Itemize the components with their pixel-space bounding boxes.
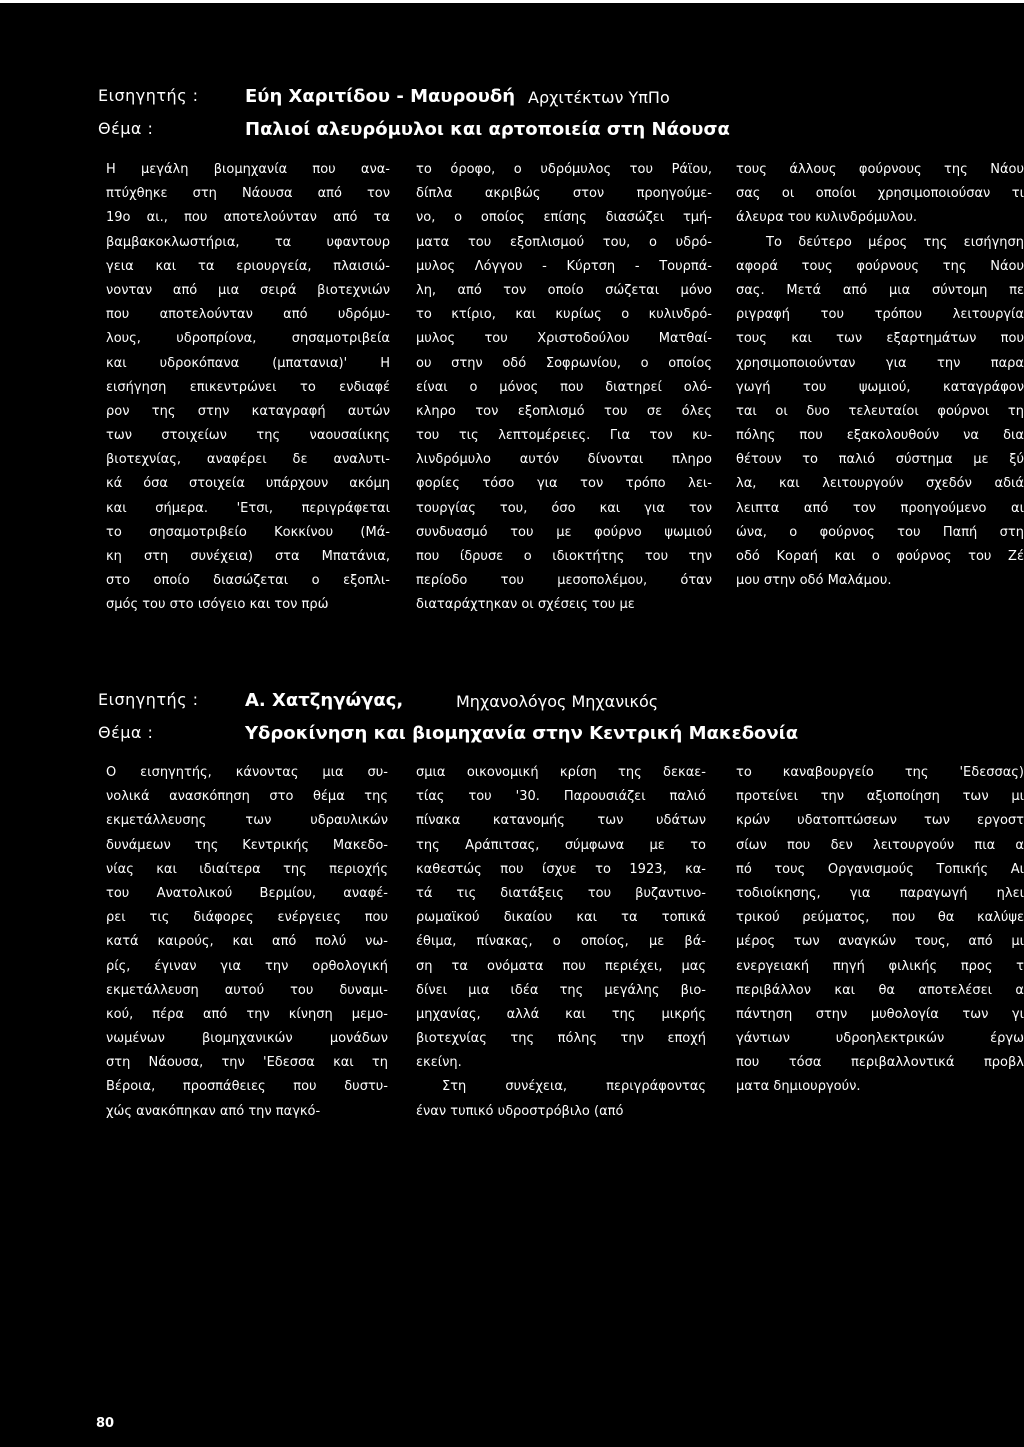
text-line: περιβάλλον και θα αποτελέσει α (736, 982, 1024, 998)
text-line: κη στη συνέχεια) στα Μπατάνια, (106, 549, 390, 564)
text-line: τοδιοίκησης, για παραγωγή ηλει (736, 885, 1024, 901)
text-line: έθιμα, πίνακας, ο οποίος, με βά- (416, 934, 706, 950)
text-line: που τόσα περιβαλλοντικά προβλ (736, 1055, 1024, 1071)
speaker-label: Εισηγητής : (98, 690, 199, 709)
text-line: ρίς, έγιναν για την ορθολογική (106, 958, 388, 974)
text-line: μου στην οδό Μαλάμου. (736, 573, 892, 589)
text-line: μυλος Λόγγου - Κύρτση - Τουρπά- (416, 258, 712, 274)
section2-column-2 (416, 761, 706, 1124)
text-line: εκείνη. (416, 1055, 462, 1071)
text-line: δυνάμεων της Κεντρικής Μακεδο- (106, 837, 388, 853)
text-line: σμια οικονομική κρίση της δεκαε- (416, 765, 706, 780)
text-line: του Ανατολικού Βερμίου, αναφέ- (106, 885, 388, 901)
section2-column-3 (736, 761, 1024, 1100)
text-line: ρωμαϊκού δικαίου και τα τοπικά (416, 910, 706, 926)
text-line: νωμένων βιομηχανικών μονάδων (106, 1031, 388, 1047)
topic-title: Παλιοί αλευρόμυλοι και αρτοποιεία στη Νάουσα (245, 119, 730, 140)
text-line: κληρο τον εξοπλισμό του σε όλες (416, 403, 712, 419)
text-line: νονταν από μια σειρά βιοτεχνιών (106, 282, 390, 298)
text-line: που ίδρυσε ο ιδιοκτήτης του την (416, 549, 712, 564)
text-line: Βέροια, προσπάθειες που δυστυ- (106, 1079, 388, 1095)
text-line: του τις λεπτομέρειες. Για τον κυ- (416, 428, 712, 444)
text-line: το καναβουργείο της 'Εδεσσας) (736, 765, 1024, 780)
speaker-name: Εύη Χαριτίδου - Μαυρουδή (245, 86, 516, 107)
section2-speaker-header (0, 690, 1024, 718)
text-line: σμός του στο ισόγειο και τον πρώ (106, 597, 329, 613)
speaker-profession: Μηχανολόγος Μηχανικός (456, 692, 659, 711)
text-line: πάντηση στην μυθολογία των γι (736, 1006, 1024, 1022)
text-line: περίοδο του μεσοπολέμου, όταν (416, 573, 712, 589)
text-line: ρει τις διάφορες ενέργειες που (106, 910, 388, 926)
text-line: ου στην οδό Σοφρωνίου, ο οποίος (416, 355, 712, 371)
text-line: πτύχθηκε στη Νάουσα από τον (106, 186, 390, 202)
text-line: Ο εισηγητής, κάνοντας μια συ- (106, 765, 388, 780)
text-line: Στη συνέχεια, περιγράφοντας (442, 1079, 706, 1095)
text-line: σας οι οποίοι χρησιμοποιούσαν τι (736, 186, 1024, 202)
speaker-profession: Αρχιτέκτων ΥπΠο (528, 88, 670, 107)
text-line: ματα δημιουργούν. (736, 1079, 861, 1095)
text-line: λους, υδροπρίονα, σησαμοτριβεία (106, 331, 390, 347)
page-number: 80 (96, 1416, 115, 1431)
text-line: και υδροκόπανα (μπατανια)' Η (106, 355, 390, 371)
text-line: νο, ο οποίος επίσης διασώζει τμή- (416, 210, 712, 226)
text-line: αφορά τους φούρνους της Νάου (736, 258, 1024, 274)
text-line: σας. Μετά από μια σύντομη πε (736, 282, 1024, 298)
section1-speaker-header (0, 86, 1024, 114)
text-line: τίας του '30. Παρουσιάζει παλιό (416, 789, 706, 805)
text-line: κατά καιρούς, και από πολύ νω- (106, 934, 388, 950)
text-line: δίπλα ακριβώς στον προηγούμε- (416, 186, 712, 202)
text-line: χρησιμοποιούνταν για την παρα (736, 355, 1024, 371)
text-line: λα, και λειτουργούν σχεδόν αδιά (736, 476, 1024, 492)
text-line: βιοτεχνίας της πόλης την εποχή (416, 1031, 706, 1047)
text-line: λινδρόμυλο αυτόν δίνονται πληρο (416, 452, 712, 468)
text-line: βαμβακοκλωστήρια, τα υφαντουρ (106, 234, 390, 250)
text-line: τους και των εξαρτημάτων που (736, 331, 1024, 347)
text-line: οδό Κοραή και ο φούρνος του Ζέ (736, 549, 1024, 564)
text-line: των στοιχείων της ναουσαίικης (106, 428, 390, 444)
text-line: στη Νάουσα, την 'Εδεσσα και τη (106, 1055, 388, 1071)
text-line: έναν τυπικό υδροστρόβιλο (από (416, 1103, 624, 1119)
text-line: λη, από τον οποίο σώζεται μόνο (416, 282, 712, 298)
text-line: νολικά ανασκόπηση στο θέμα της (106, 789, 388, 805)
text-line: πόλης που εξακολουθούν να δια (736, 428, 1024, 444)
text-line: χώς ανακόπηκαν από την παγκό- (106, 1103, 321, 1119)
section1-column-1 (106, 158, 390, 618)
section2-column-1 (106, 761, 388, 1124)
text-line: που αποτελούνταν από υδρόμυ- (106, 307, 390, 323)
text-line: σίων που δεν λειτουργούν πια α (736, 837, 1024, 853)
text-line: προτείνει την αξιοποίηση των μι (736, 789, 1024, 805)
text-line: άλευρα του κυλινδρόμυλου. (736, 210, 917, 226)
text-line: εκμετάλλευσης των υδραυλικών (106, 813, 388, 829)
text-line: ματα του εξοπλισμού του, ο υδρό- (416, 234, 712, 250)
text-line: και σήμερα. 'Ετσι, περιγράφεται (106, 500, 390, 516)
section1-column-2 (416, 158, 712, 618)
text-line: κά όσα στοιχεία υπάρχουν ακόμη (106, 476, 390, 492)
text-line: ενεργειακή πηγή φιλικής προς τ (736, 958, 1024, 974)
text-line: διαταράχτηκαν οι σχέσεις του με (416, 597, 635, 613)
speaker-label: Εισηγητής : (98, 86, 199, 105)
topic-label: Θέμα : (98, 119, 154, 138)
text-line: τουργίας του, όσο και για τον (416, 500, 712, 516)
speaker-name: Α. Χατζηγώγας, (245, 690, 404, 711)
text-line: 19ο αι., που αποτελούνταν από τα (106, 210, 390, 226)
text-line: στο οποίο διασώζεται ο εξοπλι- (106, 573, 390, 589)
text-line: μηχανίας, αλλά και της μικρής (416, 1006, 706, 1022)
text-line: μυλος του Χριστοδούλου Ματθαί- (416, 331, 712, 347)
text-line: κού, πέρα από την κίνηση μεμο- (106, 1006, 388, 1022)
text-line: συνδυασμό του με φούρνο ψωμιού (416, 524, 712, 540)
text-line: τά τις διατάξεις του βυζαντινο- (416, 885, 706, 901)
text-line: πίνακα κατανομής των υδάτων (416, 813, 706, 829)
text-line: μέρος των αναγκών τους, από μι (736, 934, 1024, 950)
text-line: της Αράπιτσας, σύμφωνα με το (416, 837, 706, 853)
text-line: ώνα, ο φούρνος του Παπή στη (736, 524, 1024, 540)
section1-topic-header (0, 119, 1024, 147)
text-line: γάντιων υδροηλεκτρικών έργω (736, 1031, 1024, 1047)
topic-title: Υδροκίνηση και βιομηχανία στην Κεντρική Μακεδονία (245, 723, 799, 744)
text-line: γωγή του ψωμιού, καταγράφον (736, 379, 1024, 395)
text-line: ρον της στην καταγραφή αυτών (106, 403, 390, 419)
top-border-line (0, 0, 1024, 3)
text-line: κρών υδατοπτώσεων των εργοστ (736, 813, 1024, 829)
text-line: το σησαμοτριβείο Κοκκίνου (Μά- (106, 524, 390, 540)
text-line: Η μεγάλη βιομηχανία που ανα- (106, 162, 390, 177)
text-line: Το δεύτερο μέρος της εισήγηση (766, 234, 1024, 250)
text-line: τρικού ρεύματος, που θα καλύψε (736, 910, 1024, 926)
text-line: είναι ο μόνος που διατηρεί ολό- (416, 379, 712, 395)
text-line: φορίες τόσο για τον τρόπο λει- (416, 476, 712, 492)
text-line: βιοτεχνίας, αναφέρει δε αναλυτι- (106, 452, 390, 468)
text-line: εισήγηση επικεντρώνει το ενδιαφέ (106, 379, 390, 395)
text-line: λειπτα από τον προηγούμενο αι (736, 500, 1024, 516)
topic-label: Θέμα : (98, 723, 154, 742)
text-line: δίνει μια ιδέα της μεγάλης βιο- (416, 982, 706, 998)
text-line: νίας και ιδιαίτερα της περιοχής (106, 861, 388, 877)
text-line: τους άλλους φούρνους της Νάου (736, 162, 1024, 177)
text-line: θέτουν το παλιό σύστημα με ξύ (736, 452, 1024, 468)
text-line: ριγραφή του τρόπου λειτουργία (736, 307, 1024, 323)
text-line: γεια και τα εριουργεία, πλαισιώ- (106, 258, 390, 274)
text-line: ται οι δυο τελευταίοι φούρνοι τη (736, 403, 1024, 419)
text-line: καθεστώς που ίσχυε το 1923, κα- (416, 861, 706, 877)
text-line: πό τους Οργανισμούς Τοπικής Αι (736, 861, 1024, 877)
section2-topic-header (0, 723, 1024, 751)
text-line: το όροφο, ο υδρόμυλος του Ράϊου, (416, 162, 712, 177)
text-line: το κτίριο, και κυρίως ο κυλινδρό- (416, 307, 712, 323)
text-line: εκμετάλλευση αυτού του δυναμι- (106, 982, 388, 998)
text-line: ση τα ονόματα που περιέχει, μας (416, 958, 706, 974)
section1-column-3 (736, 158, 1024, 593)
